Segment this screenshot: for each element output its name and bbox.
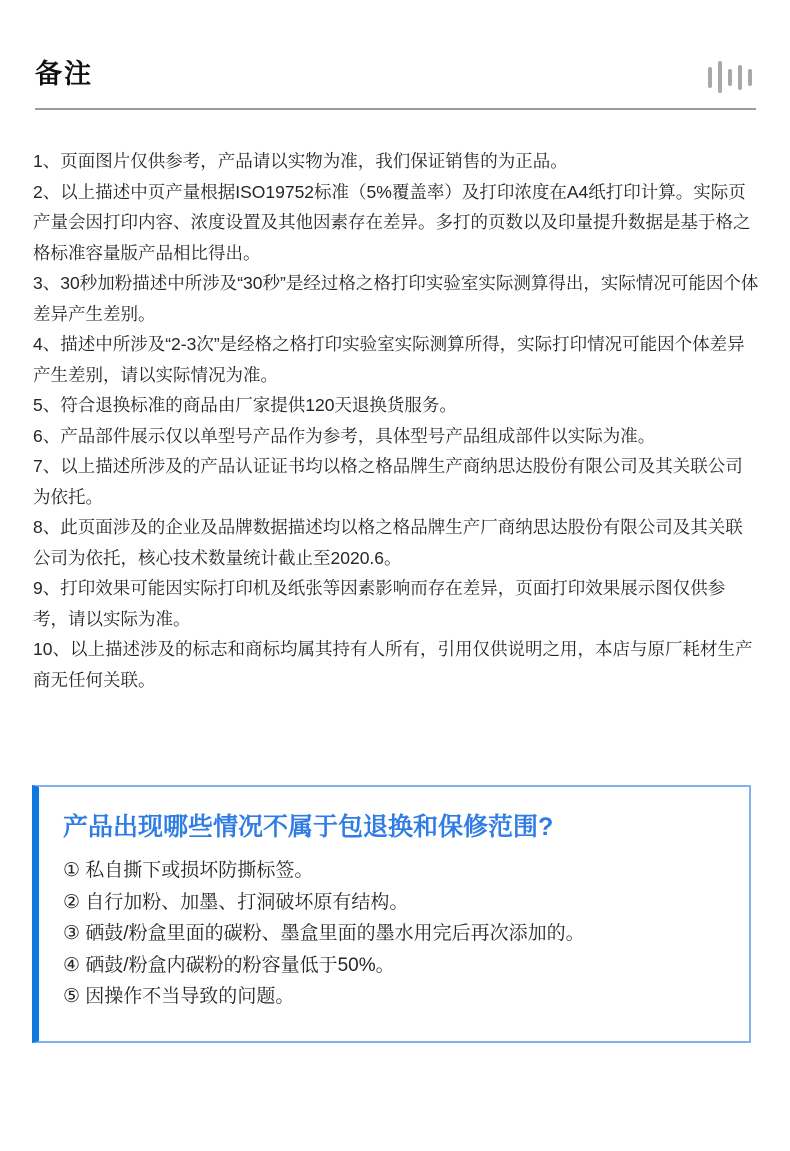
soundwave-bars-icon	[708, 60, 752, 94]
soundwave-bar	[748, 69, 752, 86]
note-item: 4、描述中所涉及“2-3次”是经格之格打印实验室实际测算所得，实际打印情况可能因个体差异产生差别，请以实际情况为准。	[33, 334, 745, 385]
note-item: 3、30秒加粉描述中所涉及“30秒”是经过格之格打印实验室实际测算得出，实际情况可能因个体差异产生差别。	[33, 273, 759, 324]
warranty-exclusion-item: ③ 硒鼓/粉盒里面的碳粉、墨盒里面的墨水用完后再次添加的。	[63, 923, 585, 944]
soundwave-bar	[708, 67, 712, 88]
note-item: 5、符合退换标准的商品由厂家提供120天退换货服务。	[33, 395, 457, 415]
note-item: 2、以上描述中页产量根据ISO19752标准（5%覆盖率）及打印浓度在A4纸打印计算。实际页产量会因打印内容、浓度设置及其他因素存在差异。多打的页数以及印量提升数据是基于格之格标准容量版产品相比得出。	[33, 181, 751, 263]
soundwave-bar	[728, 69, 732, 86]
note-item: 1、页面图片仅供参考，产品请以实物为准，我们保证销售的为正品。	[33, 151, 568, 171]
warranty-exclusion-item: ① 私自撕下或损坏防撕标签。	[63, 860, 314, 881]
note-item: 7、以上描述所涉及的产品认证证书均以格之格品牌生产商纳思达股份有限公司及其关联公司为依托。	[33, 456, 743, 507]
notes-list	[33, 146, 759, 695]
header-divider	[35, 108, 756, 110]
note-item: 10、以上描述涉及的标志和商标均属其持有人所有，引用仅供说明之用，本店与原厂耗材生产商无任何关联。	[33, 639, 753, 690]
warranty-exclusion-item: ④ 硒鼓/粉盒内碳粉的粉容量低于50%。	[63, 954, 395, 976]
warranty-box-title: 产品出现哪些情况不属于包退换和保修范围?	[63, 813, 554, 841]
note-item: 8、此页面涉及的企业及品牌数据描述均以格之格品牌生产厂商纳思达股份有限公司及其关联公司为依托，核心技术数量统计截止至2020.6。	[33, 517, 743, 568]
note-item: 9、打印效果可能因实际打印机及纸张等因素影响而存在差异，页面打印效果展示图仅供参考，请以实际为准。	[33, 578, 726, 629]
warranty-exclusion-item: ⑤ 因操作不当导致的问题。	[63, 986, 295, 1007]
soundwave-bar	[718, 61, 722, 93]
note-item: 6、产品部件展示仅以单型号产品作为参考，具体型号产品组成部件以实际为准。	[33, 425, 656, 446]
warranty-exclusions-box	[32, 785, 751, 1043]
page-header	[0, 0, 790, 91]
warranty-exclusion-item: ② 自行加粉、加墨、打洞破坏原有结构。	[63, 891, 409, 913]
page-title: 备注	[35, 59, 93, 89]
soundwave-bar	[738, 65, 742, 90]
